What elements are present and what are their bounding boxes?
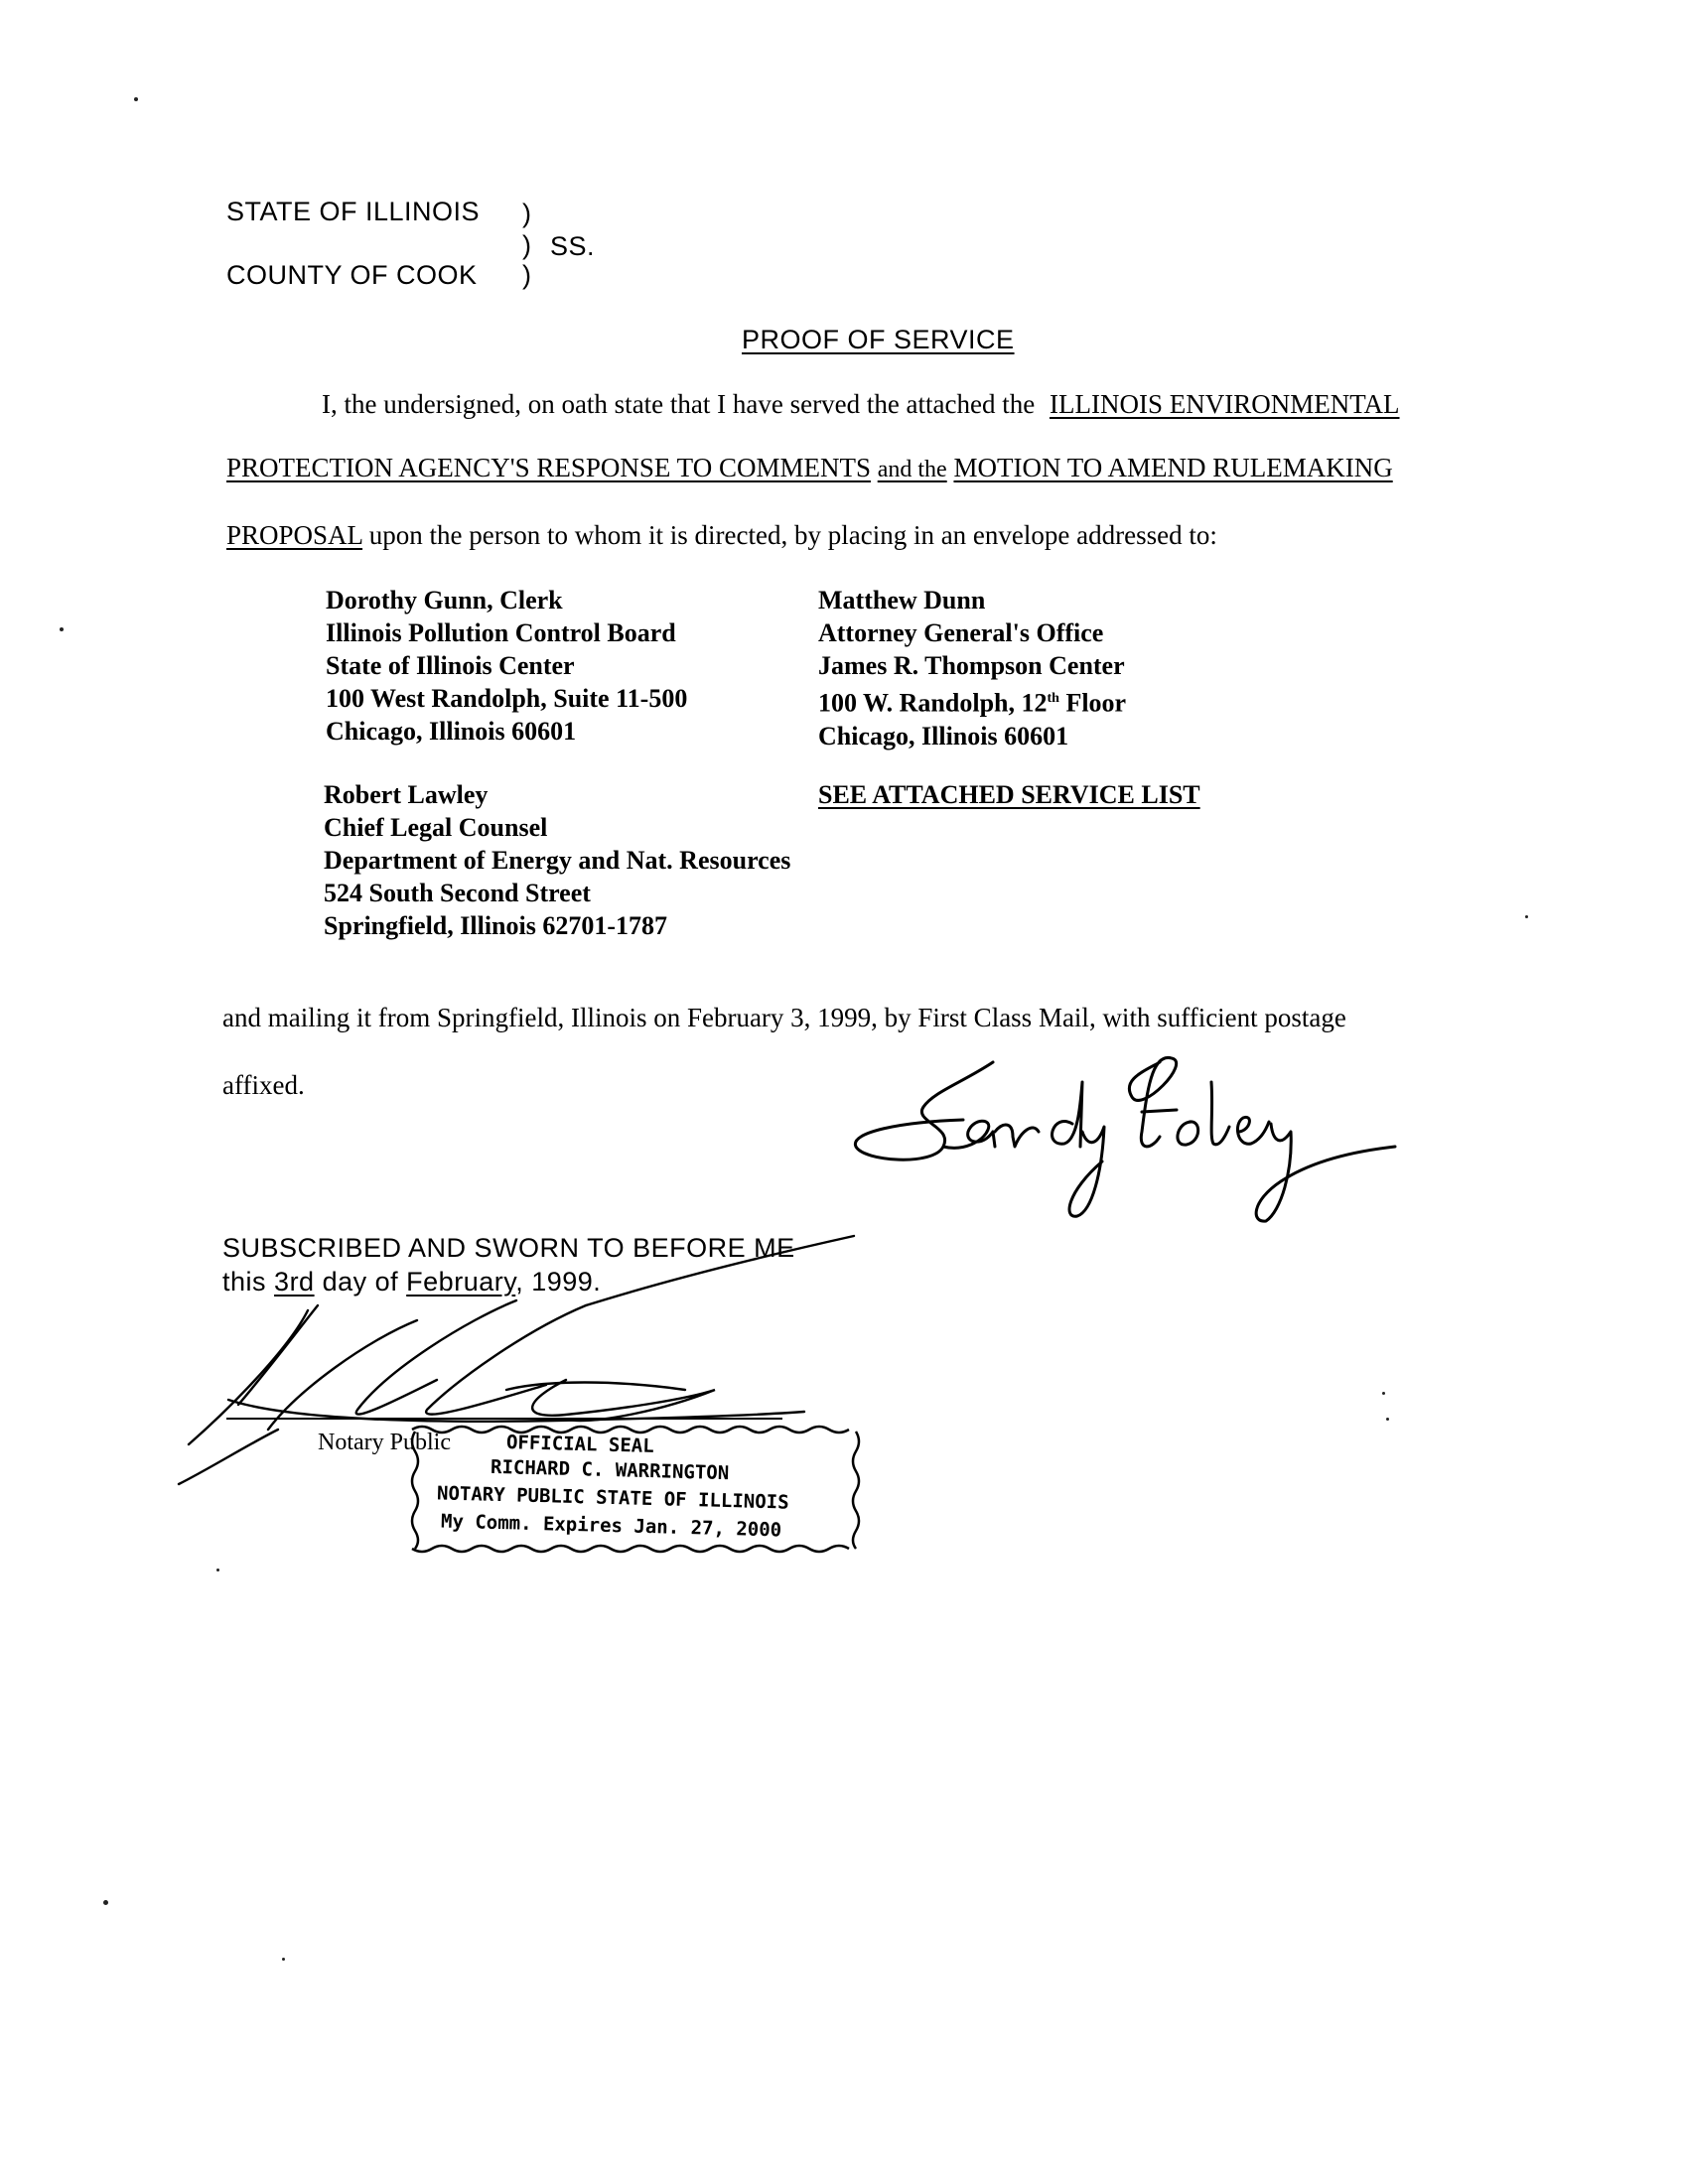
jurat-day: 3rd [274, 1267, 315, 1297]
venue-county: COUNTY OF COOK [226, 260, 478, 290]
signature-sandy-foley [844, 1052, 1400, 1251]
address-line: Department of Energy and Nat. Resources [324, 846, 791, 875]
body-text: and the [877, 457, 947, 482]
venue-paren: ) [522, 199, 532, 228]
document-name: ILLINOIS ENVIRONMENTAL [1049, 389, 1400, 419]
scan-speck [1525, 915, 1528, 918]
address-line [818, 682, 1126, 720]
address-line: Chicago, Illinois 60601 [326, 717, 577, 746]
notary-public-label: Notary Public [318, 1430, 451, 1455]
scan-speck [103, 1900, 108, 1905]
body-line-3 [226, 520, 1217, 551]
address-floor: Floor [1058, 688, 1127, 718]
jurat-text: this [222, 1267, 267, 1297]
document-name: PROTECTION AGENCY'S RESPONSE TO COMMENTS [226, 453, 871, 482]
body-text: upon the person to whom it is directed, by placing in an envelope addressed to: [368, 520, 1217, 550]
document-name: PROPOSAL [226, 520, 363, 550]
address-line: Chief Legal Counsel [324, 813, 548, 842]
venue-ss: SS. [550, 231, 596, 261]
notary-signature-line [226, 1418, 782, 1421]
ordinal-suffix: th [1047, 691, 1059, 706]
stamp-jurisdiction: NOTARY PUBLIC STATE OF ILLINOIS [436, 1482, 789, 1514]
venue-paren: ) [522, 260, 532, 290]
address-line: Springfield, Illinois 62701-1787 [324, 911, 667, 940]
address-street: 100 W. Randolph, 12 [818, 688, 1048, 718]
jurat-line: SUBSCRIBED AND SWORN TO BEFORE ME [222, 1233, 795, 1263]
service-list-note: SEE ATTACHED SERVICE LIST [818, 780, 1200, 809]
address-lawley [324, 778, 790, 942]
address-clerk [326, 584, 687, 748]
address-attorney-general [818, 584, 1126, 752]
scan-speck [282, 1958, 285, 1961]
document-name: MOTION TO AMEND RULEMAKING [953, 453, 1393, 482]
body-text: I, the undersigned, on oath state that I have served the attached the [322, 389, 1036, 419]
address-line: 100 West Randolph, Suite 11-500 [326, 684, 688, 713]
jurat-text: day of [322, 1267, 399, 1297]
address-line: James R. Thompson Center [818, 651, 1125, 680]
jurat-year: , 1999. [515, 1267, 602, 1297]
body-line-1 [322, 389, 1400, 420]
address-line: 524 South Second Street [324, 879, 591, 907]
mailing-text: affixed. [222, 1070, 305, 1100]
notary-stamp [407, 1422, 864, 1561]
jurat-month: February [406, 1267, 516, 1297]
stamp-expiration: My Comm. Expires Jan. 27, 2000 [440, 1510, 782, 1542]
scan-speck [1386, 1418, 1389, 1421]
address-line: Attorney General's Office [818, 618, 1104, 647]
address-line: Matthew Dunn [818, 586, 986, 614]
scan-speck [60, 627, 64, 631]
address-line: Dorothy Gunn, Clerk [326, 586, 563, 614]
venue-state: STATE OF ILLINOIS [226, 197, 481, 226]
stamp-notary-name: RICHARD C. WARRINGTON [490, 1455, 730, 1485]
address-line: Chicago, Illinois 60601 [818, 721, 1069, 751]
venue-paren: ) [522, 230, 532, 260]
address-line: Robert Lawley [324, 780, 489, 809]
address-line: State of Illinois Center [326, 651, 575, 680]
stamp-title: OFFICIAL SEAL [505, 1432, 654, 1457]
mailing-text: and mailing it from Springfield, Illinois on February 3, 1999, by First Class Mail, with sufficient postage [222, 1003, 1346, 1032]
scan-speck [216, 1569, 219, 1571]
address-line: Illinois Pollution Control Board [326, 618, 676, 647]
body-line-2 [226, 453, 1393, 483]
scan-speck [1382, 1392, 1385, 1395]
document-title: PROOF OF SERVICE [742, 325, 1015, 354]
scan-speck [134, 97, 138, 101]
